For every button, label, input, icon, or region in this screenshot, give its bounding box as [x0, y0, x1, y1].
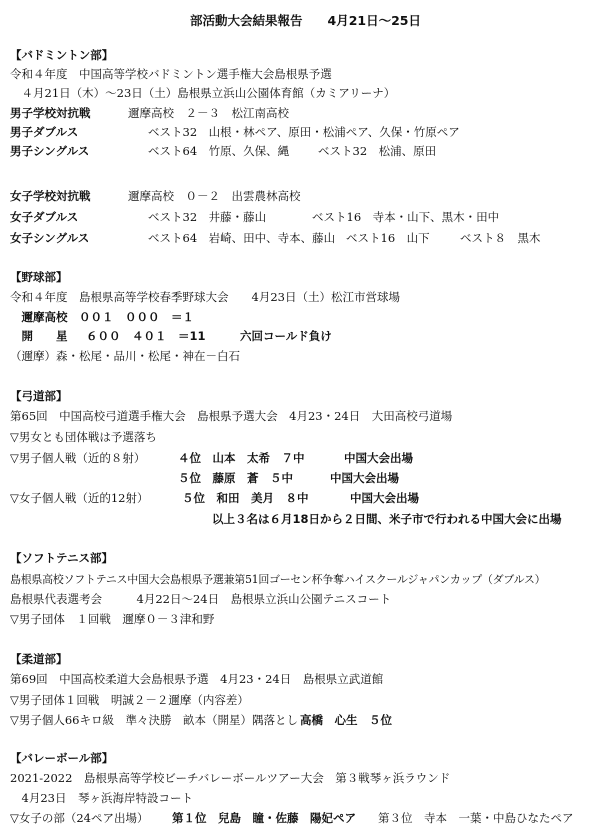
badminton-row-value: ベスト８ 黒木	[460, 231, 541, 245]
badminton-row-label: 女子シングルス	[10, 231, 90, 245]
badminton-row-value: ベスト32 松浦、原田	[318, 144, 437, 158]
badminton-row-label: 男子シングルス	[10, 144, 90, 158]
kyudo-women-label: ▽女子個人戦（近的12射）	[10, 491, 149, 505]
kyudo-men-note: 中国大会出場	[344, 451, 413, 465]
kyudo-men-result: ５位 藤原 蒼 ５中	[178, 471, 293, 485]
kyudo-men-note: 中国大会出場	[330, 471, 399, 485]
page-title: 部活動大会結果報告 4月21日～25日	[190, 13, 421, 28]
softtennis-result: ▽男子団体 １回戦 邇摩０－３津和野	[10, 612, 215, 626]
baseball-score-niima: 邇摩高校 ００１ ０００ ＝１	[10, 310, 194, 324]
badminton-row-label: 女子ダブルス	[10, 210, 79, 224]
baseball-score-kaisei: ６００ ４０１ ＝11	[86, 329, 206, 343]
badminton-row-label: 女子学校対抗戦	[10, 189, 91, 203]
badminton-date-venue: ４月21日（木）～23日（土）島根県立浜山公園体育館（カミアリーナ）	[10, 86, 396, 100]
volleyball-date-venue: 4月23日 琴ヶ浜海岸特設コート	[10, 791, 193, 805]
baseball-score-team: 開 星	[10, 329, 68, 343]
badminton-row-value: 邇摩高校 ２－３ 松江南高校	[128, 106, 289, 120]
softtennis-event: 島根県高校ソフトテニス中国大会島根県予選兼第51回ゴーセン杯争奪ハイスクールジャパンカップ（ダブルス）	[10, 573, 546, 586]
kyudo-team-result: ▽男女とも団体戦は予選落ち	[10, 430, 157, 444]
badminton-row-value: ベスト16 寺本・山下、黒木・田中	[312, 210, 500, 224]
judo-event: 第69回 中国高校柔道大会島根県予選 4月23・24日 島根県立武道館	[10, 672, 384, 686]
badminton-row-value: ベスト64 竹原、久保、縄	[148, 144, 290, 158]
section-header-softtennis: 【ソフトテニス部】	[10, 551, 114, 565]
section-header-baseball: 【野球部】	[10, 270, 68, 284]
badminton-row-value: 邇摩高校 ０－２ 出雲農林高校	[128, 189, 301, 203]
volleyball-event: 2021-2022 島根県高等学校ビーチバレーボールツアー大会 第３戦琴ヶ浜ラウンド	[10, 771, 451, 785]
badminton-row-value: ベスト32 山根・林ペア、原田・松浦ペア、久保・竹原ペア	[148, 125, 460, 139]
baseball-battery: （邇摩）森・松尾・品川・松尾・神在－白石	[10, 349, 240, 363]
volleyball-women-label: ▽女子の部（24ペア出場）	[10, 811, 149, 825]
baseball-event: 令和４年度 島根県高等学校春季野球大会 4月23日（土）松江市営球場	[10, 290, 400, 304]
section-header-volleyball: 【バレーボール部】	[10, 751, 114, 765]
kyudo-men-label: ▽男子個人戦（近的８射）	[10, 451, 146, 465]
badminton-row-value: ベスト32 井藤・藤山	[148, 210, 267, 224]
judo-team-result: ▽男子団体１回戦 明誠２－２邇摩（内容差）	[10, 693, 249, 707]
badminton-row-value: ベスト64 岩崎、田中、寺本、藤山	[148, 231, 336, 245]
badminton-row-label: 男子学校対抗戦	[10, 106, 91, 120]
kyudo-men-result: ４位 山本 太希 ７中	[178, 451, 305, 465]
kyudo-women-note: 中国大会出場	[350, 491, 419, 505]
badminton-event: 令和４年度 中国高等学校バドミントン選手権大会島根県予選	[10, 67, 332, 81]
badminton-row-label: 男子ダブルス	[10, 125, 79, 139]
judo-individual-name: 高橋 心生 ５位	[300, 713, 392, 727]
section-header-badminton: 【バドミントン部】	[10, 48, 114, 62]
judo-individual-result: ▽男子個人66キロ級 準々決勝 畝本（開星）隅落とし	[10, 713, 298, 727]
volleyball-women-first: 第１位 兒島 瞳・佐藤 陽妃ペア	[172, 811, 356, 825]
softtennis-event-venue: 島根県代表選考会 4月22日～24日 島根県立浜山公園テニスコート	[10, 592, 392, 606]
kyudo-note: 以上３名は６月18日から２日間、米子市で行われる中国大会に出場	[212, 512, 562, 526]
volleyball-women-third: 第３位 寺本 一葉・中島ひなたペア	[378, 811, 574, 825]
badminton-row-value: ベスト16 山下	[346, 231, 430, 245]
kyudo-event: 第65回 中国高校弓道選手権大会 島根県予選大会 4月23・24日 大田高校弓道場	[10, 409, 453, 423]
section-header-kyudo: 【弓道部】	[10, 389, 68, 403]
baseball-result: 六回コールド負け	[240, 329, 332, 343]
kyudo-women-result: ５位 和田 美月 ８中	[182, 491, 309, 505]
section-header-judo: 【柔道部】	[10, 652, 68, 666]
